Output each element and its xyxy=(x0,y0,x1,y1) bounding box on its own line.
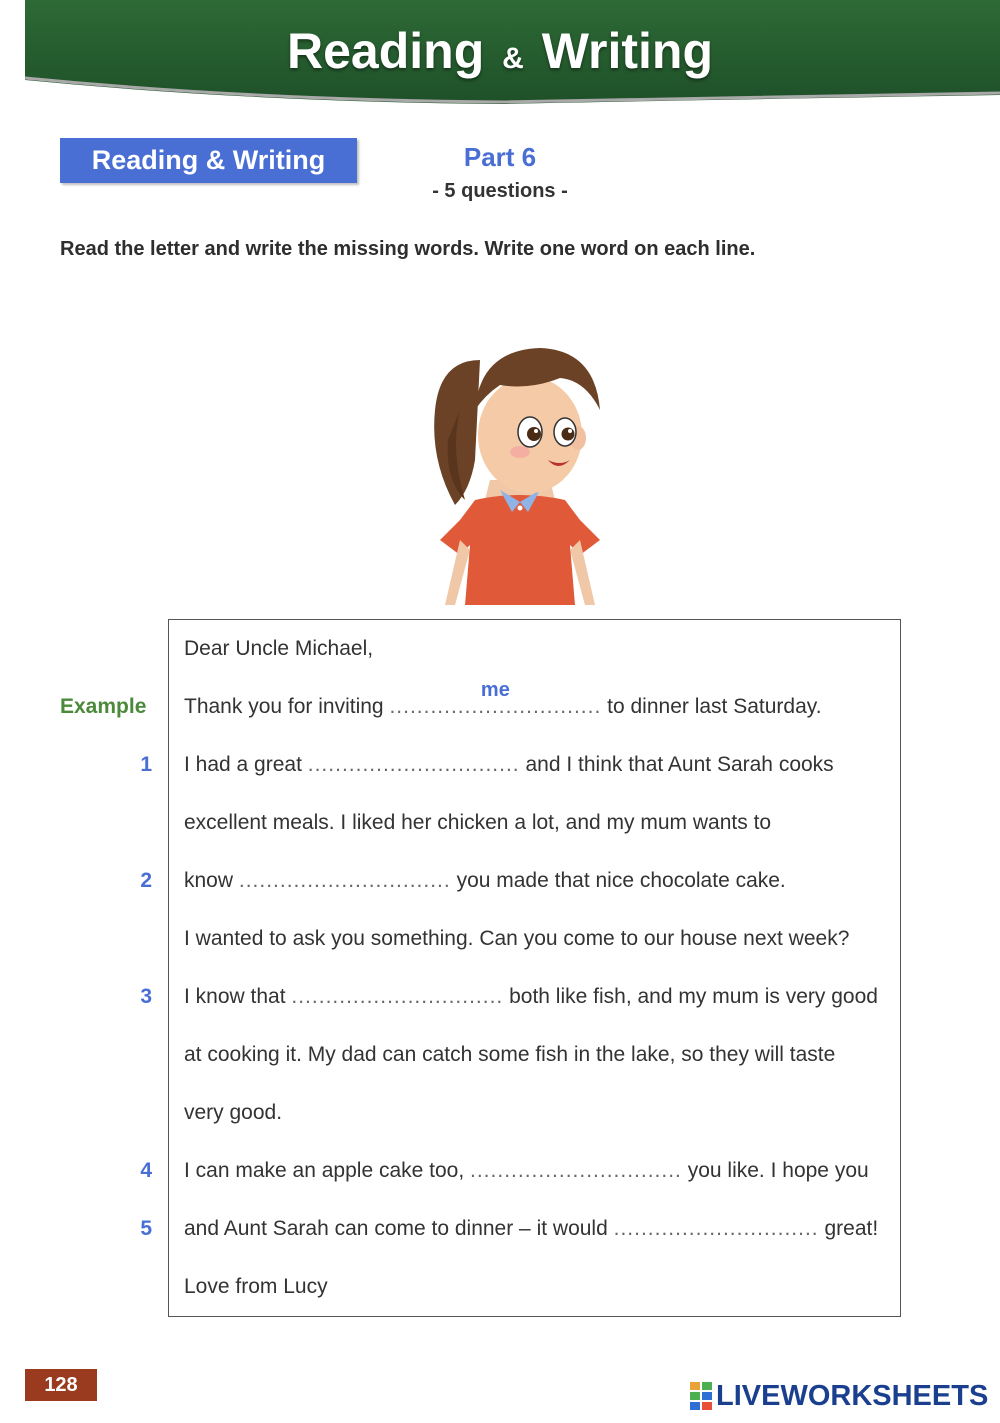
liveworksheets-text: LIVEWORKSHEETS xyxy=(716,1379,989,1412)
question-number-5: 5 xyxy=(140,1217,152,1240)
question-3-line: I know that ............................... both like fish, and my mum is very good xyxy=(184,985,878,1008)
question-number-3: 3 xyxy=(140,985,152,1008)
letter-line-excellent: excellent meals. I liked her chicken a lot, and my mum wants to xyxy=(184,811,772,834)
part-subtitle: - 5 questions - xyxy=(432,180,568,202)
header-banner xyxy=(0,0,1000,110)
girl-illustration xyxy=(420,340,620,605)
question-4-line: I can make an apple cake too, ............................... you like. I hope you xyxy=(184,1159,869,1182)
answer-blank-3[interactable]: ............................... xyxy=(291,985,504,1008)
question-2-line: know ............................... you made that nice chocolate cake. xyxy=(184,869,786,892)
question-number-1: 1 xyxy=(140,753,152,776)
example-label: Example xyxy=(60,695,147,718)
answer-blank-2[interactable]: ............................... xyxy=(238,869,451,892)
answer-blank-5[interactable]: .............................. xyxy=(613,1217,819,1240)
question-1-line: I had a great ............................... and I think that Aunt Sarah cooks xyxy=(184,753,834,776)
example-answer: me xyxy=(480,679,510,701)
page-number: 128 xyxy=(25,1369,97,1401)
liveworksheets-icon xyxy=(690,1382,712,1410)
section-badge: Reading & Writing xyxy=(60,138,357,183)
example-line: Thank you for inviting ............................... me to dinner last Saturday. xyxy=(184,679,822,718)
letter-greeting: Dear Uncle Michael, xyxy=(184,637,374,660)
part-title: Part 6 xyxy=(463,142,537,172)
letter-line-wanted: I wanted to ask you something. Can you come to our house next week? xyxy=(184,927,850,950)
answer-blank-4[interactable]: ............................... xyxy=(470,1159,682,1182)
answer-blank-1[interactable]: ............................... xyxy=(307,753,520,776)
question-5-line: and Aunt Sarah can come to dinner – it would .............................. great! xyxy=(184,1217,879,1240)
letter-signoff: Love from Lucy xyxy=(184,1275,328,1298)
question-number-2: 2 xyxy=(140,869,152,892)
letter-line-cooking: at cooking it. My dad can catch some fish in the lake, so they will taste xyxy=(184,1043,836,1066)
letter-box xyxy=(168,619,901,1317)
letter-line-very: very good. xyxy=(184,1101,283,1124)
question-number-4: 4 xyxy=(140,1159,152,1182)
instructions: Read the letter and write the missing words. Write one word on each line. xyxy=(60,238,756,260)
example-blank: ............................... me xyxy=(389,679,602,718)
banner-title: Reading & Writing xyxy=(287,23,713,79)
liveworksheets-logo[interactable] xyxy=(690,1380,988,1412)
